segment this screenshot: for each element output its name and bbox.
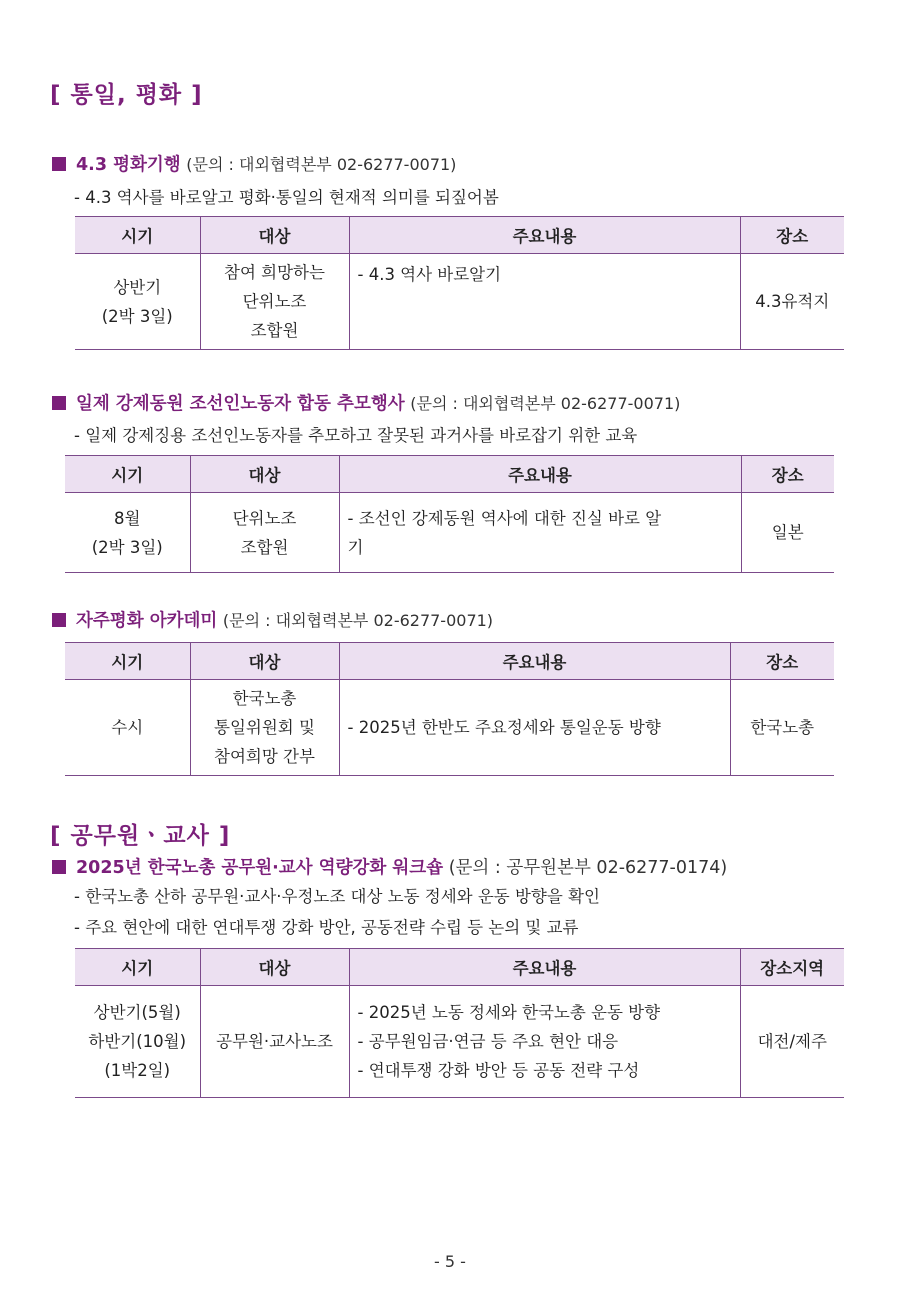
section-title-unification: [ 통일, 평화 ] [50, 82, 203, 108]
page-number: - 5 - [434, 1252, 466, 1271]
period-line: 하반기(10월) [88, 1032, 187, 1051]
cell-target [200, 254, 349, 350]
item-contact: (문의 : 대외협력본부 02-6277-0071) [186, 155, 457, 174]
table-header-row [75, 217, 844, 254]
header-period: 시기 [75, 217, 200, 254]
item-description: - 한국노총 산하 공무원·교사·우정노조 대상 노동 정세와 운동 방향을 확인 [74, 887, 600, 906]
header-target: 대상 [190, 456, 339, 493]
cell-period [75, 254, 200, 350]
cell-period [75, 986, 200, 1098]
bullet-square-icon [52, 396, 66, 410]
content-line: - 2025년 노동 정세와 한국노총 운동 방향 [357, 1003, 661, 1022]
header-place: 장소 [730, 643, 834, 680]
header-content: 주요내용 [339, 456, 741, 493]
bullet-square-icon [52, 157, 66, 171]
cell-target: 공무원·교사노조 [200, 986, 349, 1098]
item-title: 일제 강제동원 조선인노동자 합동 추모행사 [76, 394, 405, 414]
target-line: 한국노총 [232, 689, 297, 708]
period-line: (2박 3일) [101, 306, 173, 326]
header-content: 주요내용 [349, 949, 740, 986]
table-row [75, 986, 844, 1098]
cell-content [339, 493, 741, 573]
item-heading-memorial [52, 390, 680, 415]
target-line: 참여 희망하는 [224, 263, 325, 282]
item-heading-workshop [52, 854, 727, 879]
header-place-region: 장소지역 [740, 949, 844, 986]
target-line: 통일위원회 및 [214, 718, 315, 737]
period-line: 상반기(5월) [93, 1003, 181, 1022]
cell-period: 수시 [65, 680, 190, 776]
target-line: 단위노조 [242, 292, 307, 311]
content-line: - 4.3 역사 바로알기 [357, 265, 502, 284]
cell-place: 4.3유적지 [740, 254, 844, 350]
schedule-table-workshop [75, 948, 844, 1098]
cell-target [190, 493, 339, 573]
item-description: - 주요 현안에 대한 연대투쟁 강화 방안, 공동전략 수립 등 논의 및 교류 [74, 918, 579, 937]
item-description: - 일제 강제징용 조선인노동자를 추모하고 잘못된 과거사를 바로잡기 위한 교육 [74, 426, 638, 445]
header-place: 장소 [740, 217, 844, 254]
cell-place: 한국노총 [730, 680, 834, 776]
header-target: 대상 [200, 217, 349, 254]
cell-content: - 2025년 한반도 주요정세와 통일운동 방향 [339, 680, 730, 776]
item-contact: (문의 : 대외협력본부 02-6277-0071) [222, 611, 494, 630]
content-line: - 공무원임금·연금 등 주요 현안 대응 [357, 1032, 619, 1051]
target-line: 조합원 [240, 537, 289, 557]
target-line: 참여희망 간부 [214, 747, 315, 766]
bullet-square-icon [52, 860, 66, 874]
cell-place: 대전/제주 [740, 986, 844, 1098]
header-target: 대상 [190, 643, 339, 680]
content-line: 기 [347, 537, 364, 557]
target-line: 조합원 [250, 321, 299, 340]
schedule-table-memorial [65, 455, 834, 573]
content-line: - 연대투쟁 강화 방안 등 공동 전략 구성 [357, 1061, 640, 1080]
item-title: 자주평화 아카데미 [76, 611, 218, 631]
bullet-square-icon [52, 613, 66, 627]
table-header-row [65, 456, 834, 493]
header-content: 주요내용 [339, 643, 730, 680]
item-description: - 4.3 역사를 바로알고 평화·통일의 현재적 의미를 되짚어봄 [74, 188, 499, 207]
table-row [65, 493, 834, 573]
table-header-row [65, 643, 834, 680]
period-line: (2박 3일) [91, 537, 163, 557]
header-period: 시기 [65, 643, 190, 680]
item-contact: (문의 : 대외협력본부 02-6277-0071) [410, 394, 681, 413]
cell-content [349, 986, 740, 1098]
cell-period [65, 493, 190, 573]
table-header-row [75, 949, 844, 986]
item-heading-academy [52, 607, 493, 632]
target-line: 단위노조 [232, 508, 297, 528]
header-period: 시기 [75, 949, 200, 986]
item-title: 2025년 한국노총 공무원·교사 역량강화 워크숍 [76, 858, 444, 878]
cell-place: 일본 [741, 493, 834, 573]
header-target: 대상 [200, 949, 349, 986]
period-line: 8월 [114, 508, 141, 528]
header-place: 장소 [741, 456, 834, 493]
period-line: (1박2일) [104, 1061, 171, 1080]
cell-target [190, 680, 339, 776]
header-content: 주요내용 [349, 217, 740, 254]
content-line: - 조선인 강제동원 역사에 대한 진실 바로 알 [347, 508, 662, 528]
item-contact: (문의 : 공무원본부 02-6277-0174) [448, 858, 728, 878]
schedule-table-peace-tour [75, 216, 844, 350]
section-title-public-teachers: [ 공무원ㆍ교사 ] [50, 823, 231, 849]
cell-content [349, 254, 740, 350]
table-row [65, 680, 834, 776]
item-title: 4.3 평화기행 [76, 155, 181, 175]
item-heading-peace-tour [52, 151, 456, 176]
header-period: 시기 [65, 456, 190, 493]
period-line: 상반기 [113, 277, 162, 297]
schedule-table-academy [65, 642, 834, 776]
table-row [75, 254, 844, 350]
